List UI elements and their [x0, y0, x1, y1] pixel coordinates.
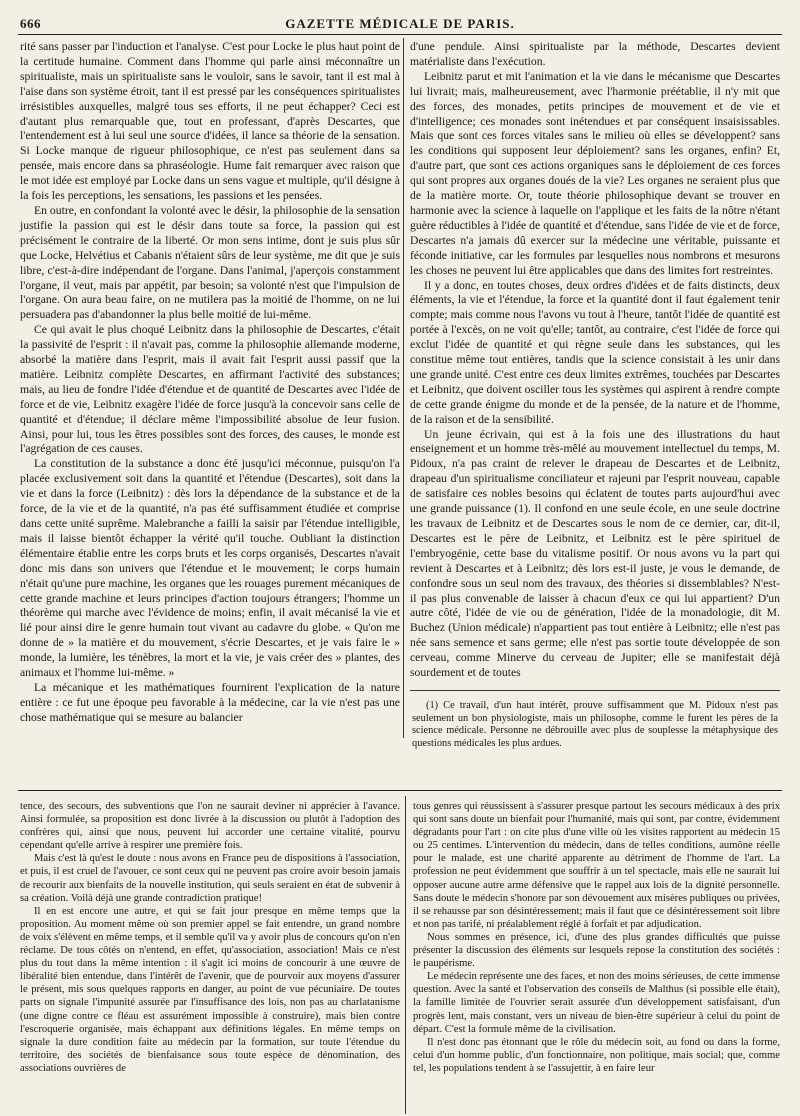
paragraph: tous genres qui réussissent à s'assurer presque partout les secours médicaux à des prix qui sont sans doute un bienfait pour l'humanité, mais qui sont, par contre, évidemment dégradants pour l'art : on cite plus d'une ville où les visites rapportent au médecin 15 ou 25 centimes. L'intervention du médecin, dans de telles conditions, aumône réelle pour le malade, est une charité apparente au détriment de l'homme de l'art. La profession ne peut évidemment que souffrir à un tel spectacle, mais elle ne saurait lui opposer aucune autre arme défensive que le rappel aux lois de la dignité personnelle. Sans doute le médecin s'honore par son dévouement aux misères publiques ou privées, il se rehausse par son désintéressement; mais il faut que ce désintéressement soit libre et non pas tarifé, ni préalablement réglé à forfait et par adjudication. — [413, 801, 781, 930]
footnote-rule — [410, 690, 780, 691]
footnote-text: (1) Ce travail, d'un haut intérêt, prouve suffisamment que M. Pidoux n'est pas seulement un bon physiologiste, mais un philosophe, comme le furent les pères de la science médicale. Personne ne débrouille avec plus de souplesse la métaphysique des questions médicales les plus ardues. — [412, 700, 778, 750]
paragraph: Il n'est donc pas étonnant que le rôle du médecin soit, au fond ou dans la forme, celui d'un homme public, d'un fonctionnaire, non politique, mais social; que, comme tel, les populations tendent à se l'assujettir, à en faire leur — [413, 1036, 780, 1074]
column-divider — [405, 796, 406, 1114]
column-divider — [403, 38, 404, 738]
paragraph: rité sans passer par l'induction et l'analyse. C'est pour Locke le plus haut point de la certitude humaine. Comment dans l'homme qui parle ainsi méconnaître un spiritualiste, mais un spiritualiste sans le vouloir, sans le savoir, tant il est mal à l'aise dans son système étroit, tant il est pressé par les conséquences spiritualistes irrésistibles auxquelles, malgré tous ses efforts, il ne peut échapper? Ceci est d'autant plus remarquable que, tout en professant, d'après Descartes, que l'entendement est à lui seul une source d'idées, il lance sa théorie de la sensation. Si Locke manque de rigueur philosophique, ce n'est pas seulement dans sa pensée, mais encore dans sa phraséologie. Hume fait remarquer avec raison que le mot idée est employé par Locke dans un sens vague et multiple, qu'il désigne à la fois les perceptions, les sensations, les passions et les pensées. — [20, 40, 400, 203]
paragraph: En outre, en confondant la volonté avec le désir, la philosophie de la sensation justifie la passion qui est le désir dans toute sa force, la passion qui est précisément le contraire de la liberté. Or mon sens intime, dont je suis plus sûr que Locke, Helvétius et Cabanis n'étaient sûrs de leur système, me dit que je suis libre, c'est-à-dire indépendant de l'organe. Dans l'animal, j'aperçois constamment l'organe, il veut, mais par appétit, par besoin; sa volonté n'est que l'impulsion de l'organe. On aura beau faire, on ne mutilera pas la moitié de l'homme, on ne lui persuadera pas d'abandonner la plus belle moitié de lui-même. — [20, 203, 400, 322]
paragraph: Un jeune écrivain, qui est à la fois une des illustrations du haut enseignement et un homme très-mêlé au mouvement intellectuel du temps, M. Pidoux, n'a pas craint de relever le drapeau de Descartes et de Leibnitz, drapeau d'un spiritualisme conciliateur et rajeuni par l'esprit nouveau, capable de satisfaire ces nobles besoins qui éclatent de toutes parts aujourd'hui avec une grande puissance (1). Il confond en une seule école, en une seule doctrine les travaux de Leibnitz et de Descartes sous le nom de ce dernier, car, dit-il, Descartes est le père de Leibnitz, et Leibnitz est le père spirituel de l'embryogénie, cette base du vitalisme positif. Or nous avons vu la part qui revient à Descartes et à Leibnitz; dès lors est-il juste, je vous le demande, de confondre sous un seul nom des travaux, des théories si dissemblables? N'est-il pas plus convenable de laisser à chacun d'eux ce qui lui appartient? D'un autre côté, l'idée de vie ou de génération, l'idée de la monadologie, dit M. Buchez (Union médicale) n'appartient pas tout entière à Leibnitz; elle n'est pas née sans semence et sans germe; elle n'est pas sortie toute développée de son cerveau, comme Minerve du cerveau de Jupiter; elle se manifestait déjà sourdement et de toutes — [410, 427, 780, 680]
paragraph: Il y a donc, en toutes choses, deux ordres d'idées et de faits distincts, deux éléments, la vie et l'étendue, la force et la quantité dont il faut également tenir compte; mais comme nous l'avons vu tout à l'heure, tantôt l'idée de quantité est portée à l'excès, on ne voit qu'elle; tantôt, au contraire, c'est l'idée de force qui exclut l'idée de quantité et qui règne seule dans les substances, qui les constitue même tout entières, tandis que la science consistait à les unir dans une grande unité. C'est entre ces deux limites extrêmes, touchées par Descartes et Leibnitz, que doivent osciller tous les systèmes qui aspirent à rendre compte de cette grande énigme du monde et de la pensée, de la nature et de l'homme, de la raison et de la sensibilité. — [410, 278, 780, 426]
paragraph: d'une pendule. Ainsi spiritualiste par la méthode, Descartes devient matérialiste dans l'exécution. — [410, 40, 780, 68]
paragraph: tence, des secours, des subventions que l'on ne saurait deviner ni apprécier à l'avance. Ainsi formulée, sa proposition est donc livrée à la discussion ou plutôt à l'adoption des confrères qui, ainsi que nous, peuvent lui accorder une certaine vitalité, pourvu cependant qu'elle arrive à respirer une première fois. — [20, 801, 400, 852]
paragraph: Ce qui avait le plus choqué Leibnitz dans la philosophie de Descartes, c'était la passivité de l'esprit : il n'avait pas, comme la philosophie allemande moderne, absorbé la matière dans l'esprit, mais il avait fait l'esprit aussi passif que la matière. Leibnitz complète Descartes, en affirmant l'activité des substances; mais, au lieu de fondre l'idée d'étendue et de quantité de Descartes avec l'idée de force et de vie, Leibnitz exagère l'idée de force jusqu'à la concevoir sans celle de quantité et d'étendue; il déclare même l'impossibilité absolue de leur fusion. Ainsi, pour lui, tous les êtres possibles sont des forces, des causes, le monde est l'agrégation de ces causes. — [20, 323, 400, 456]
paragraph: Il en est encore une autre, et qui se fait jour presque en même temps que la proposition. Au moment même où son premier appel se fait entendre, un grand nombre de voix s'élèvent en même temps, et il semble qu'il va y avoir plus de concours qu'on n'en réclame. De tous côtés on n'entend, en effet, qu'association, association! Mais ce n'est plus du tout dans la même intention : il s'agit ici moins de concourir à une œuvre de libéralité bien entendue, dans l'intérêt de l'avenir, que de pourvoir aux moyens d'assurer le présent, mis sous quelques rapports en danger, au point de vue pécuniaire. De toutes parts on signale l'impunité assurée par l'insuffisance des lois, non pas au charlatanisme (une digne contre ce fléau est assurément impossible à construire), mais bien contre l'escroquerie organisée, mais échappant aux définitions légales. En même temps on signale la dure condition faite au médecin par la formation, sur toute l'étendue du territoire, des sociétés de bienfaisance sous toute espèce de dénomination, des associations ouvrières de — [20, 905, 400, 1074]
page-number: 666 — [20, 16, 41, 31]
page-header — [18, 12, 782, 34]
paragraph: La mécanique et les mathématiques fournirent l'explication de la nature entière : ce fut une époque peu favorable à la médecine, car la vie n'est pas une chose mathématique qui se mesure au balancier — [20, 680, 400, 724]
article-column-left — [20, 40, 400, 735]
paragraph: Le médecin représente une des faces, et non des moins sérieuses, de cette immense question. Avec la santé et l'observation des conseils de Malthus (si possible elle était), la famille limitée de l'ouvrier serait assurée d'un développement satisfaisant, d'un progrès lent, mais constant, vers un niveau de bien-être supérieur à celui du point de départ. C'est la formule même de la civilisation. — [413, 971, 780, 1035]
footnote — [412, 700, 778, 750]
paragraph: La constitution de la substance a donc été jusqu'ici méconnue, puisqu'on l'a placée exclusivement soit dans la quantité et l'étendue (Descartes), soit dans la vie et dans la force (Leibnitz) : dès lors la dépendance de la substance et de la force, de la vie et de la quantité, n'a pas été suffisamment étudiée et comprise dans cette unité suprême. Malebranche a failli la saisir par l'étendue intelligible, mais il laisse bientôt échapper la vérité qu'il touche. Oubliant la distinction élémentaire établie entre les corps bruts et les corps organisés, Descartes n'avait donc mis dans son univers que l'étendue et le mouvement; le corps humain n'était qu'une pure machine, les organes que les rouages purement mécaniques de cette grande machine et leurs principes d'action toujours étrangers; l'homme un théorème qui marche avec l'évidence de moins; enfin, il avait mécanisé la vie et lié pour ainsi dire le genre humain tout vivant au cadavre du globe. « Qu'on me donne de » la matière et du mouvement, s'écrie Descartes, et je vais faire le » monde, la lumière, les ténèbres, la mort et la vie, je vais créer des » plantes, des animaux et l'homme lui-même. » — [20, 457, 400, 680]
journal-title: GAZETTE MÉDICALE DE PARIS. — [285, 16, 515, 31]
article-column-right — [410, 40, 780, 680]
header-rule — [18, 34, 782, 35]
paragraph: Leibnitz parut et mit l'animation et la vie dans le mécanisme que Descartes lui livrait; mais, malheureusement, avec l'harmonie préétablie, il n'y mit que des forces, des monades, petits principes de mouvement et de vie et d'intelligence; ces monades sont inétendues et par conséquent insaisissables. Mais que sont ces forces vitales sans le milieu où elles se développent? sans les conditions qui supposent leur déploiement? sans les organes, enfin? Et, d'autre part, que sont ces actions organiques sans le déploiement de ces forces qui sont propres aux organes doués de la vie? Les organes ne seraient plus que de la matière morte. Or, toute théorie philosophique devant se trouver en harmonie avec la science à laquelle on l'applique et les faits de la nôtre n'étant guère réductibles à l'idée de quantité et d'étendue, sans l'idée de vie et de force, Descartes n'a jamais dû exercer sur la médecine une véritable, puissante et féconde initiative, car les formules par lesquelles nous nombrons et mesurons les choses ne peuvent lui être applicables que dans des limites fort restreintes. — [410, 69, 780, 277]
section-divider — [18, 790, 782, 791]
paragraph: Mais c'est là qu'est le doute : nous avons en France peu de dispositions à l'association, et puis, il est cruel de l'avouer, ce sont ceux qui ne peuvent pas croire avoir besoin jamais de recourir aux bienfaits de la nouvelle institution, qui seuls seraient en état de subvenir à sa création. Voilà déjà une grande contradiction pratique! — [20, 853, 400, 904]
bottom-column-left — [20, 800, 400, 1110]
bottom-column-right — [413, 800, 780, 1110]
paragraph: Nous sommes en présence, ici, d'une des plus grandes difficultés que puisse présenter la discussion des éléments sur lesquels repose la constitution des sociétés : le paupérisme. — [413, 931, 780, 970]
